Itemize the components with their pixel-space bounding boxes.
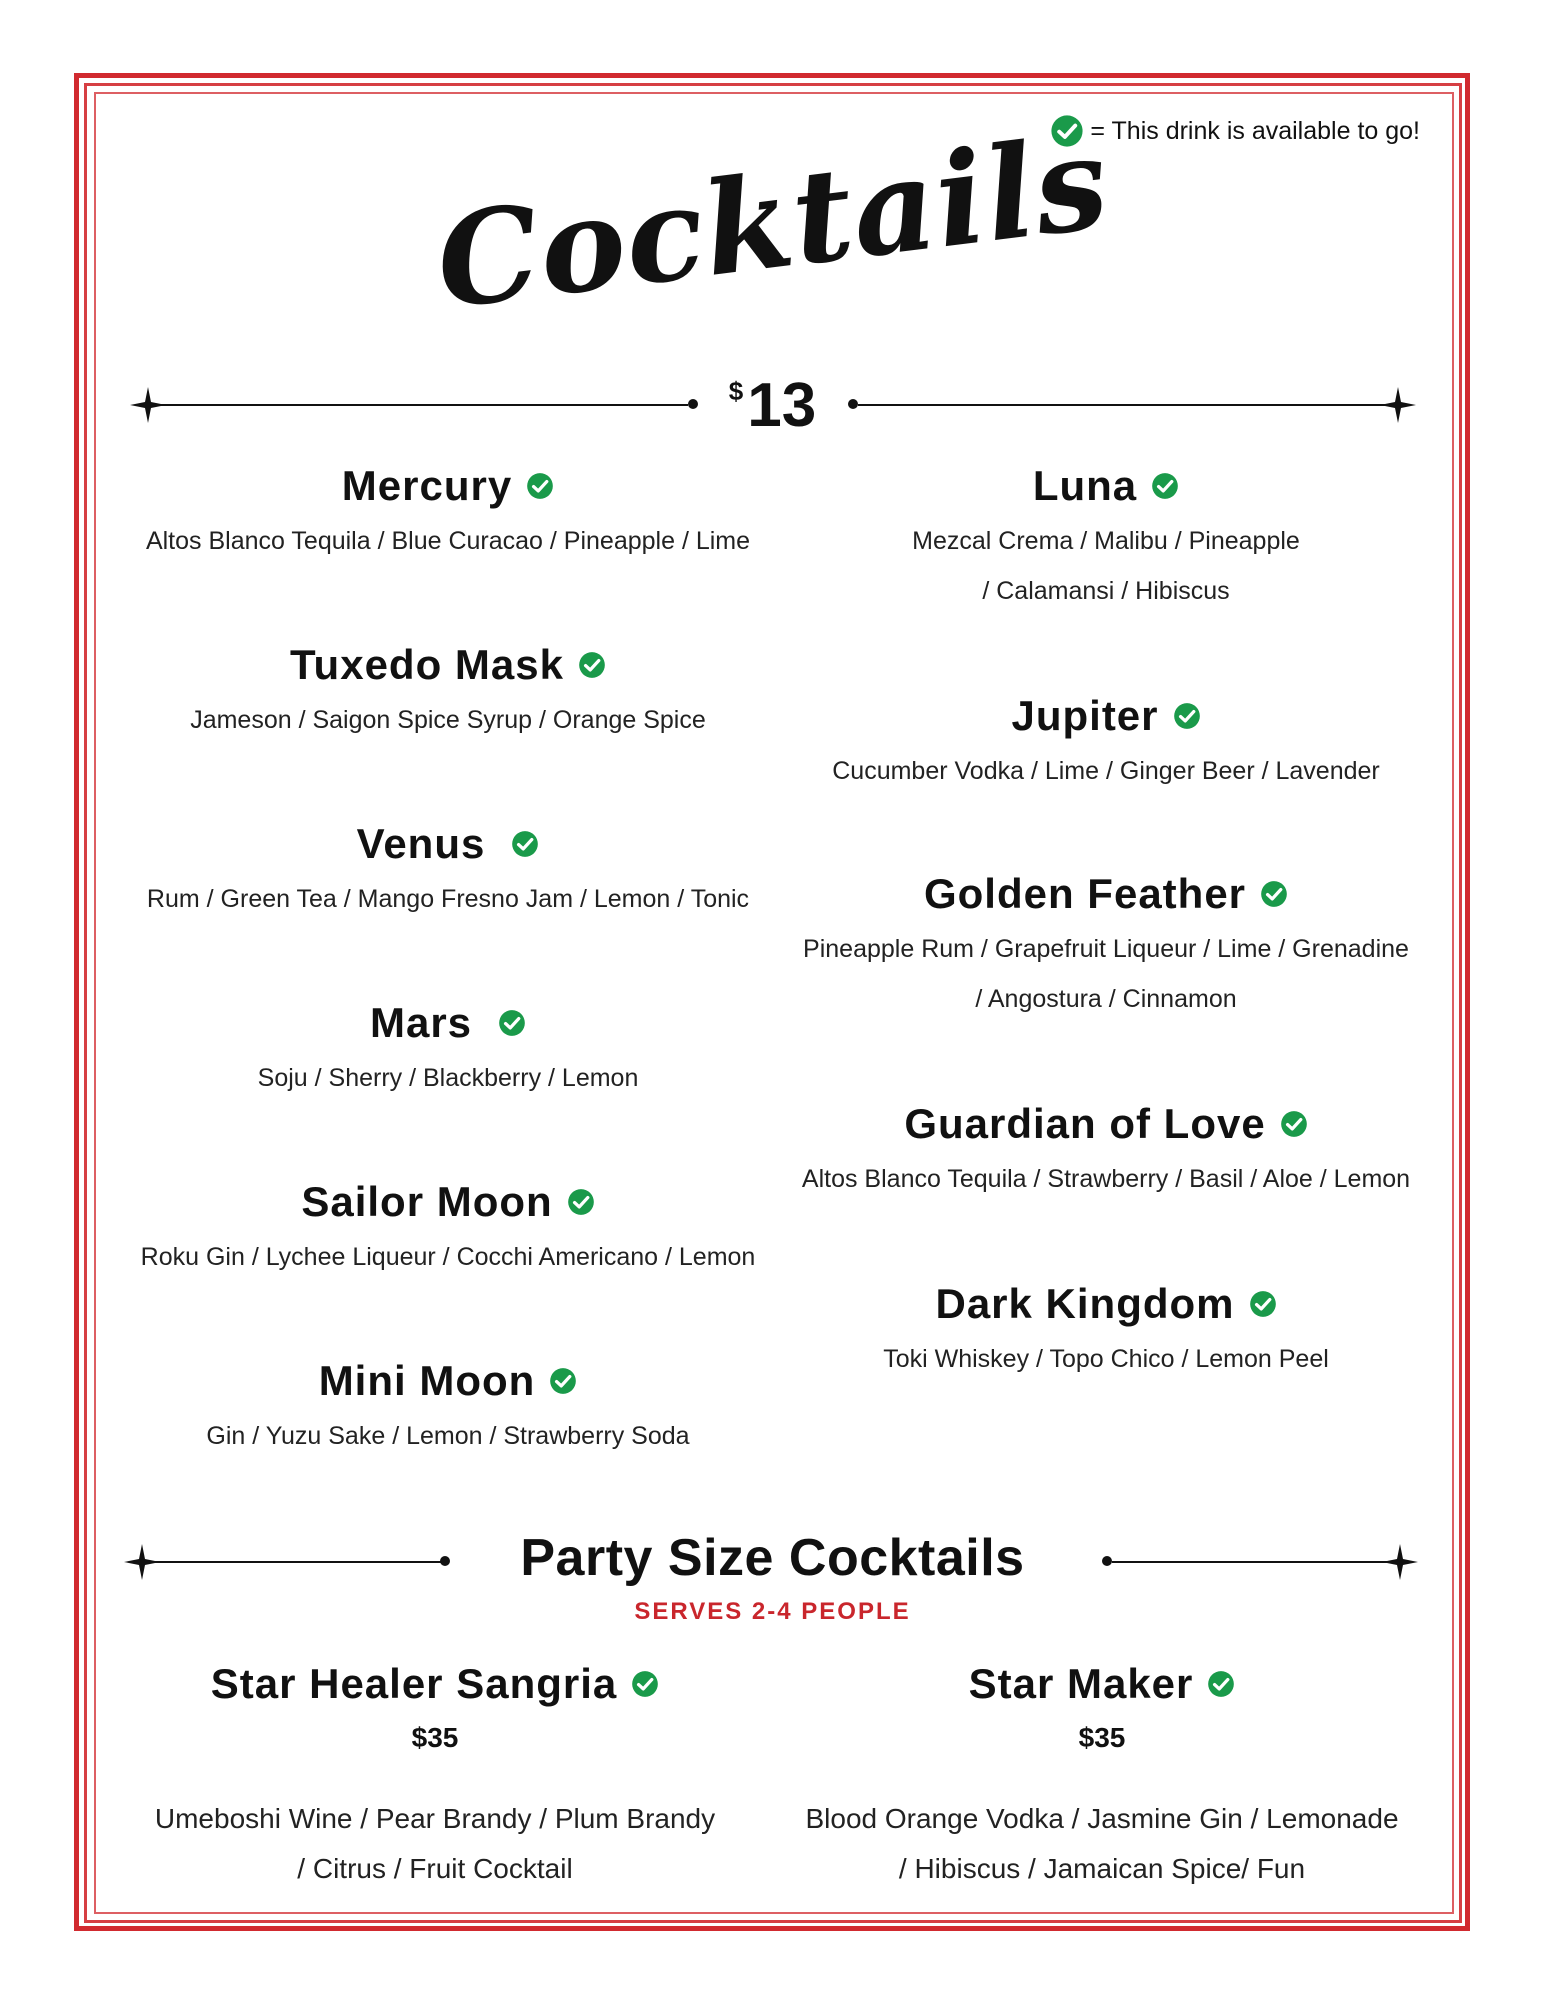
check-circle-icon — [511, 830, 539, 858]
menu-item — [128, 641, 768, 745]
drink-name: Star Healer Sangria — [211, 1660, 660, 1708]
drink-name: Dark Kingdom — [935, 1280, 1276, 1328]
party-menu-item — [115, 1660, 755, 1894]
menu-item — [128, 1178, 768, 1282]
drink-name: Golden Feather — [924, 870, 1288, 918]
drink-name: Jupiter — [1011, 692, 1200, 740]
drink-ingredients: Blood Orange Vodka / Jasmine Gin / Lemonade / Hibiscus / Jamaican Spice/ Fun — [805, 1803, 1399, 1884]
drink-name: Guardian of Love — [904, 1100, 1307, 1148]
page-title: Cocktails — [428, 107, 1117, 339]
drink-name: Luna — [1033, 462, 1179, 510]
price-header — [0, 370, 1545, 441]
currency-symbol: $ — [728, 376, 744, 406]
check-circle-icon — [1260, 880, 1288, 908]
drink-ingredients: Umeboshi Wine / Pear Brandy / Plum Brandy / Citrus / Fruit Cocktail — [154, 1803, 716, 1884]
drink-ingredients: Mezcal Crema / Malibu / Pineapple / Calamansi / Hibiscus — [912, 527, 1300, 605]
menu-item — [786, 462, 1426, 616]
legend-text: = This drink is available to go! — [1090, 116, 1420, 145]
drink-name: Mercury — [342, 462, 554, 510]
menu-item — [786, 692, 1426, 796]
drink-ingredients: Soju / Sherry / Blackberry / Lemon — [257, 1064, 639, 1092]
drink-ingredients: Roku Gin / Lychee Liqueur / Cocchi Americano / Lemon — [140, 1243, 756, 1271]
menu-item — [128, 999, 768, 1103]
menu-item — [786, 870, 1426, 1024]
check-circle-icon — [549, 1367, 577, 1395]
check-circle-icon — [1173, 702, 1201, 730]
menu-item — [786, 1100, 1426, 1204]
check-circle-icon — [1207, 1670, 1235, 1698]
check-circle-icon — [1151, 472, 1179, 500]
check-circle-icon — [631, 1670, 659, 1698]
party-section-subtitle: SERVES 2-4 PEOPLE — [634, 1598, 911, 1625]
drink-ingredients: Altos Blanco Tequila / Strawberry / Basil / Aloe / Lemon — [801, 1165, 1411, 1193]
drink-ingredients: Toki Whiskey / Topo Chico / Lemon Peel — [883, 1345, 1329, 1373]
drink-ingredients: Altos Blanco Tequila / Blue Curacao / Pineapple / Lime — [145, 527, 751, 555]
drink-price: $35 — [411, 1722, 459, 1753]
drink-name: Star Maker — [969, 1660, 1236, 1708]
menu-item — [786, 1280, 1426, 1384]
check-circle-icon — [498, 1009, 526, 1037]
drink-ingredients: Jameson / Saigon Spice Syrup / Orange Spice — [190, 706, 706, 734]
drink-ingredients: Cucumber Vodka / Lime / Ginger Beer / Lavender — [832, 757, 1380, 785]
party-menu-item — [782, 1660, 1422, 1894]
price-amount: 13 — [747, 371, 817, 440]
menu-item — [128, 462, 768, 566]
drink-name: Sailor Moon — [301, 1178, 594, 1226]
check-circle-icon — [567, 1188, 595, 1216]
drink-name: Venus — [357, 820, 540, 868]
drink-ingredients: Pineapple Rum / Grapefruit Liqueur / Lime / Grenadine / Angostura / Cinnamon — [803, 935, 1409, 1013]
drink-name: Mini Moon — [319, 1357, 578, 1405]
drink-name: Tuxedo Mask — [290, 641, 606, 689]
check-circle-icon — [1249, 1290, 1277, 1318]
check-circle-icon — [578, 651, 606, 679]
menu-item — [128, 820, 768, 924]
drink-name: Mars — [370, 999, 526, 1047]
check-circle-icon — [1280, 1110, 1308, 1138]
drink-ingredients: Gin / Yuzu Sake / Lemon / Strawberry Soda — [206, 1422, 690, 1450]
check-circle-icon — [526, 472, 554, 500]
drink-price: $35 — [1078, 1722, 1126, 1753]
party-section-title: Party Size Cocktails — [520, 1529, 1025, 1587]
menu-item — [128, 1357, 768, 1461]
drink-ingredients: Rum / Green Tea / Mango Fresno Jam / Lemon / Tonic — [146, 885, 750, 913]
